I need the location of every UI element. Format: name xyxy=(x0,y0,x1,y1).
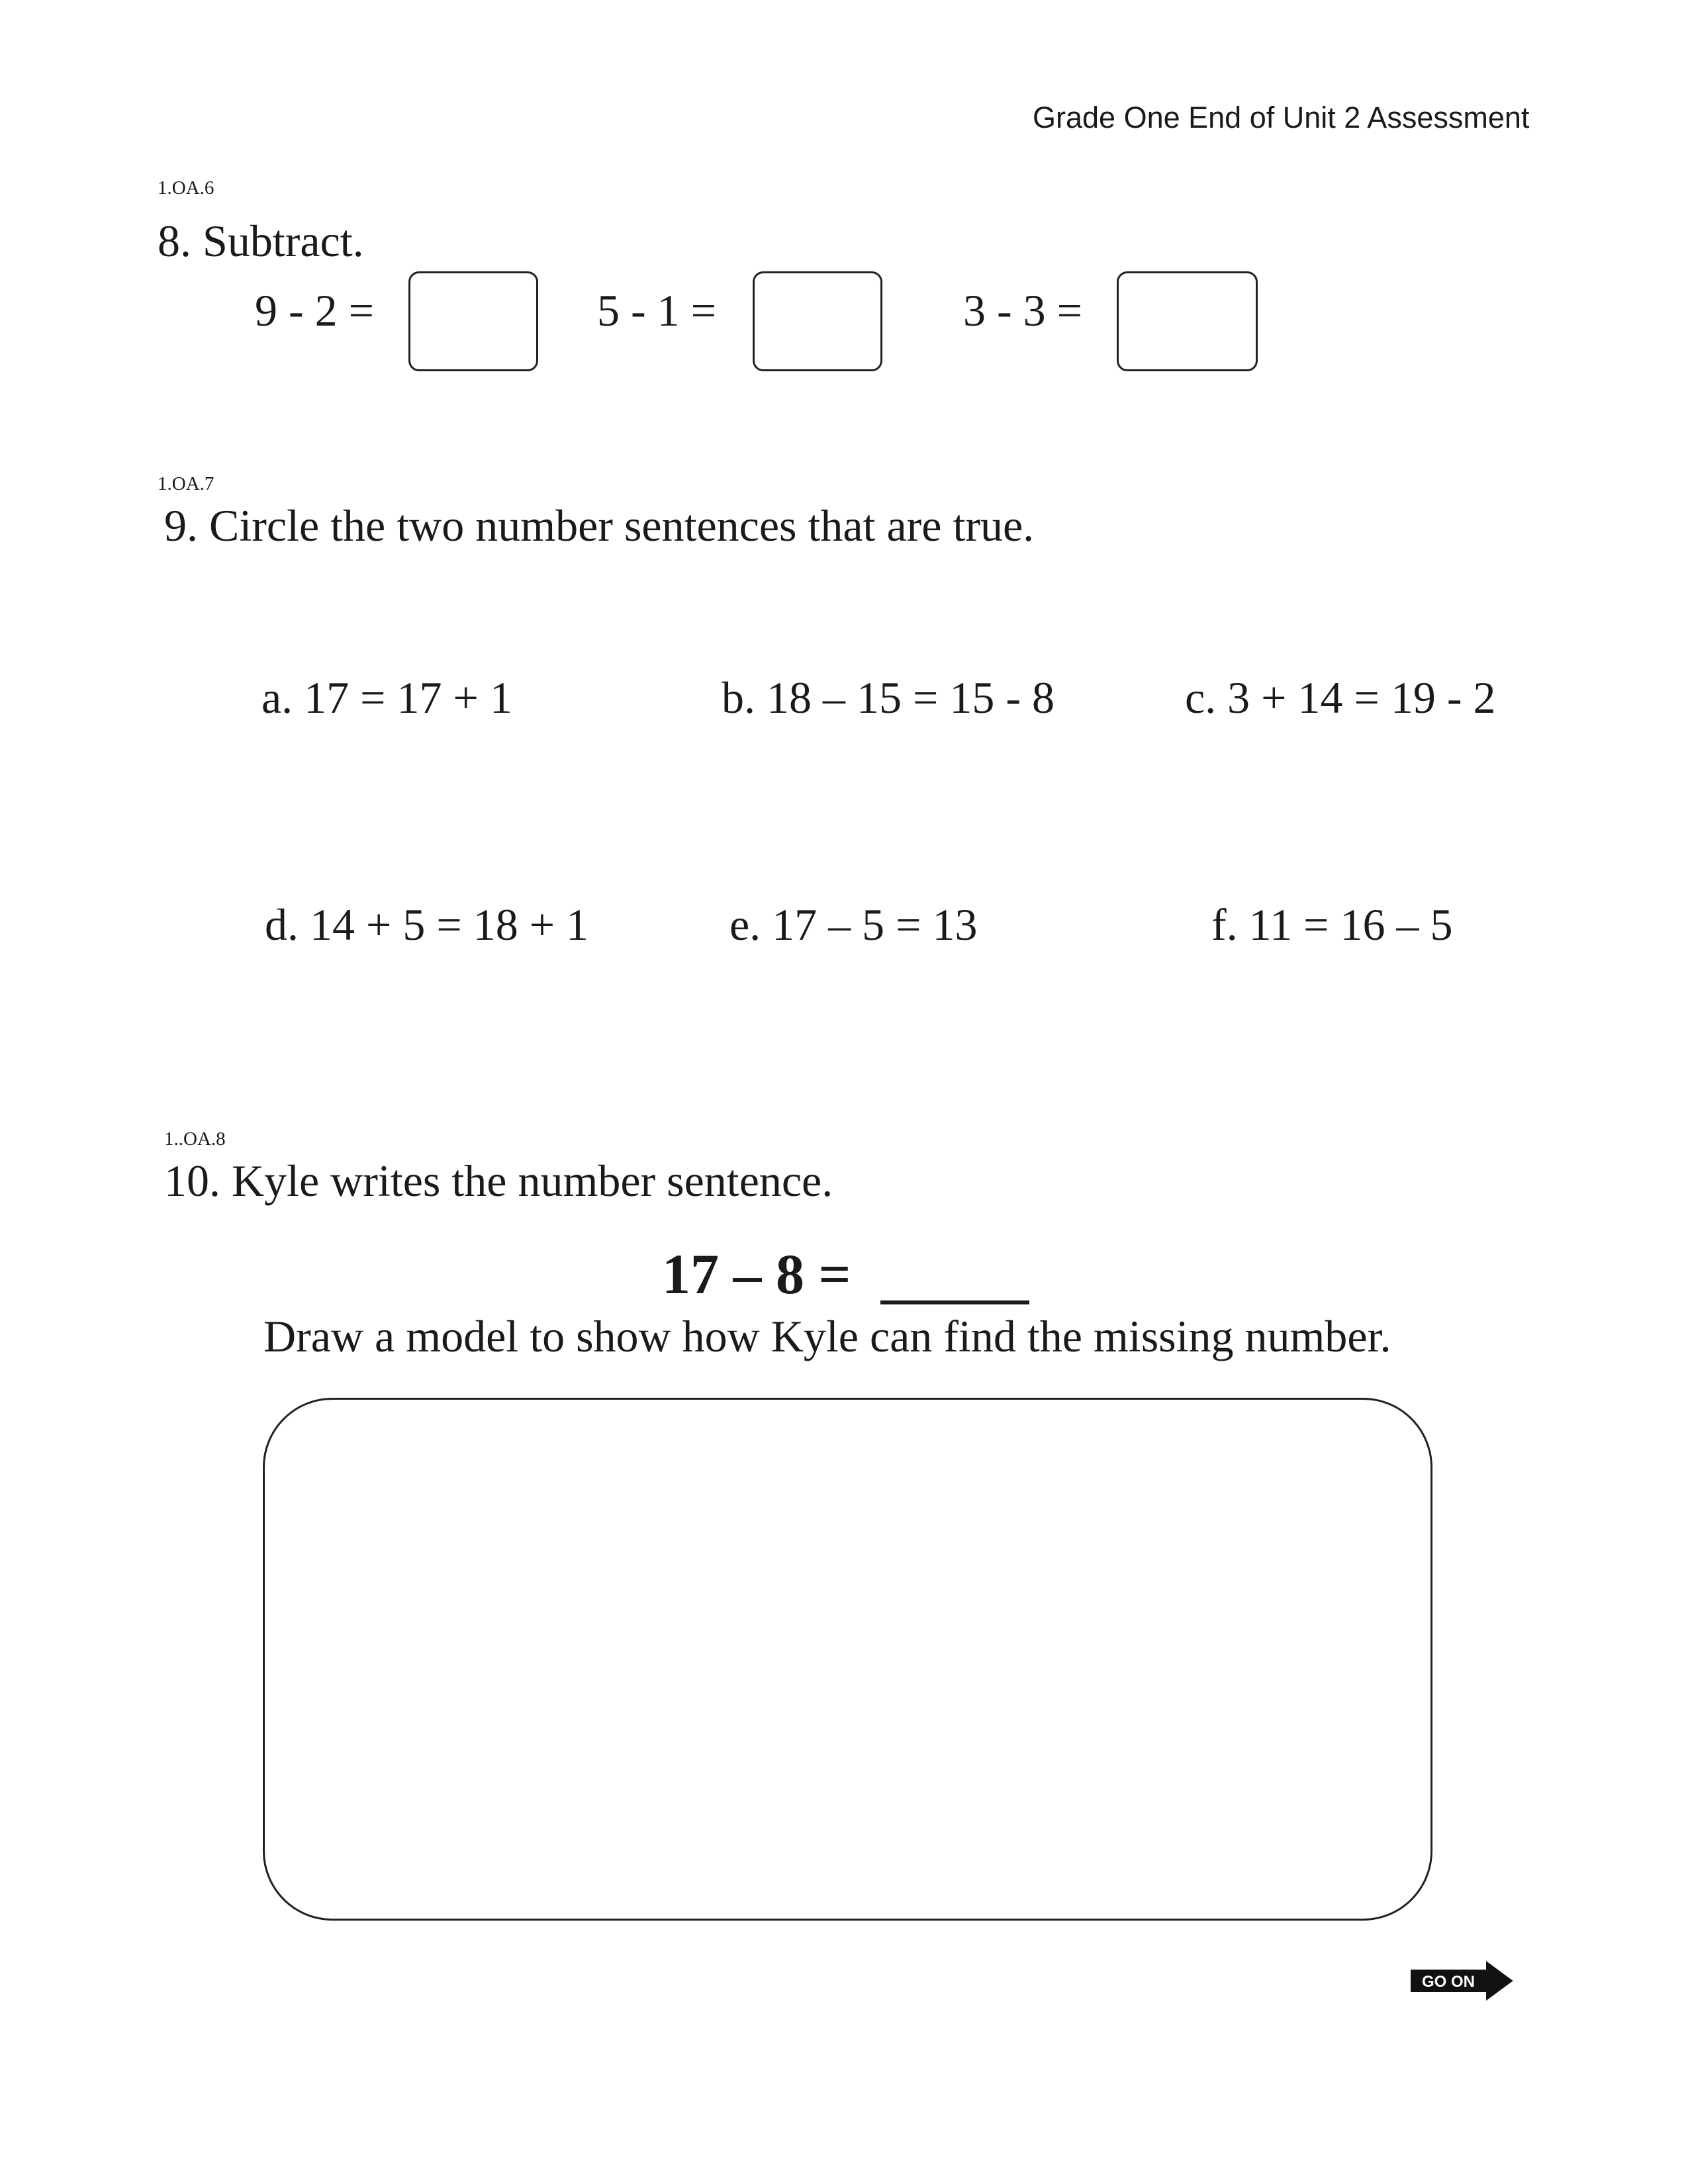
q8-answer-box-3[interactable] xyxy=(1117,271,1258,371)
q8-answer-box-2[interactable] xyxy=(753,271,882,371)
q9-prompt: 9. Circle the two number sentences that are true. xyxy=(164,500,1035,551)
q9-option-c[interactable]: c. 3 + 14 = 19 - 2 xyxy=(1185,672,1496,723)
q10-answer-blank[interactable] xyxy=(880,1300,1029,1304)
q10-standard: 1..OA.8 xyxy=(164,1128,226,1150)
q8-problem-1: 9 - 2 = xyxy=(255,285,374,336)
q9-option-d[interactable]: d. 14 + 5 = 18 + 1 xyxy=(265,899,589,950)
q10-instruction: Draw a model to show how Kyle can find the missing number. xyxy=(263,1311,1391,1361)
q9-option-a[interactable]: a. 17 = 17 + 1 xyxy=(261,672,512,723)
q10-equation: 17 – 8 = xyxy=(662,1242,851,1306)
go-on-arrow xyxy=(1409,1961,1515,2001)
q8-prompt: 8. Subtract. xyxy=(158,216,364,266)
q9-option-e[interactable]: e. 17 – 5 = 13 xyxy=(729,899,978,950)
q8-standard: 1.OA.6 xyxy=(158,177,214,199)
q9-standard: 1.OA.7 xyxy=(158,473,214,494)
q8-answer-box-1[interactable] xyxy=(408,271,538,371)
q10-model-drawing-box[interactable] xyxy=(263,1398,1432,1921)
q9-option-f[interactable]: f. 11 = 16 – 5 xyxy=(1211,899,1453,950)
q10-prompt: 10. Kyle writes the number sentence. xyxy=(164,1156,833,1206)
q8-problem-3: 3 - 3 = xyxy=(963,285,1082,336)
go-on-label: GO ON xyxy=(1421,1973,1476,1991)
q8-problem-2: 5 - 1 = xyxy=(597,285,716,336)
q9-option-b[interactable]: b. 18 – 15 = 15 - 8 xyxy=(722,672,1055,723)
page-header-title: Grade One End of Unit 2 Assessment xyxy=(1033,101,1530,134)
go-on-arrow-icon xyxy=(1409,1961,1515,2001)
